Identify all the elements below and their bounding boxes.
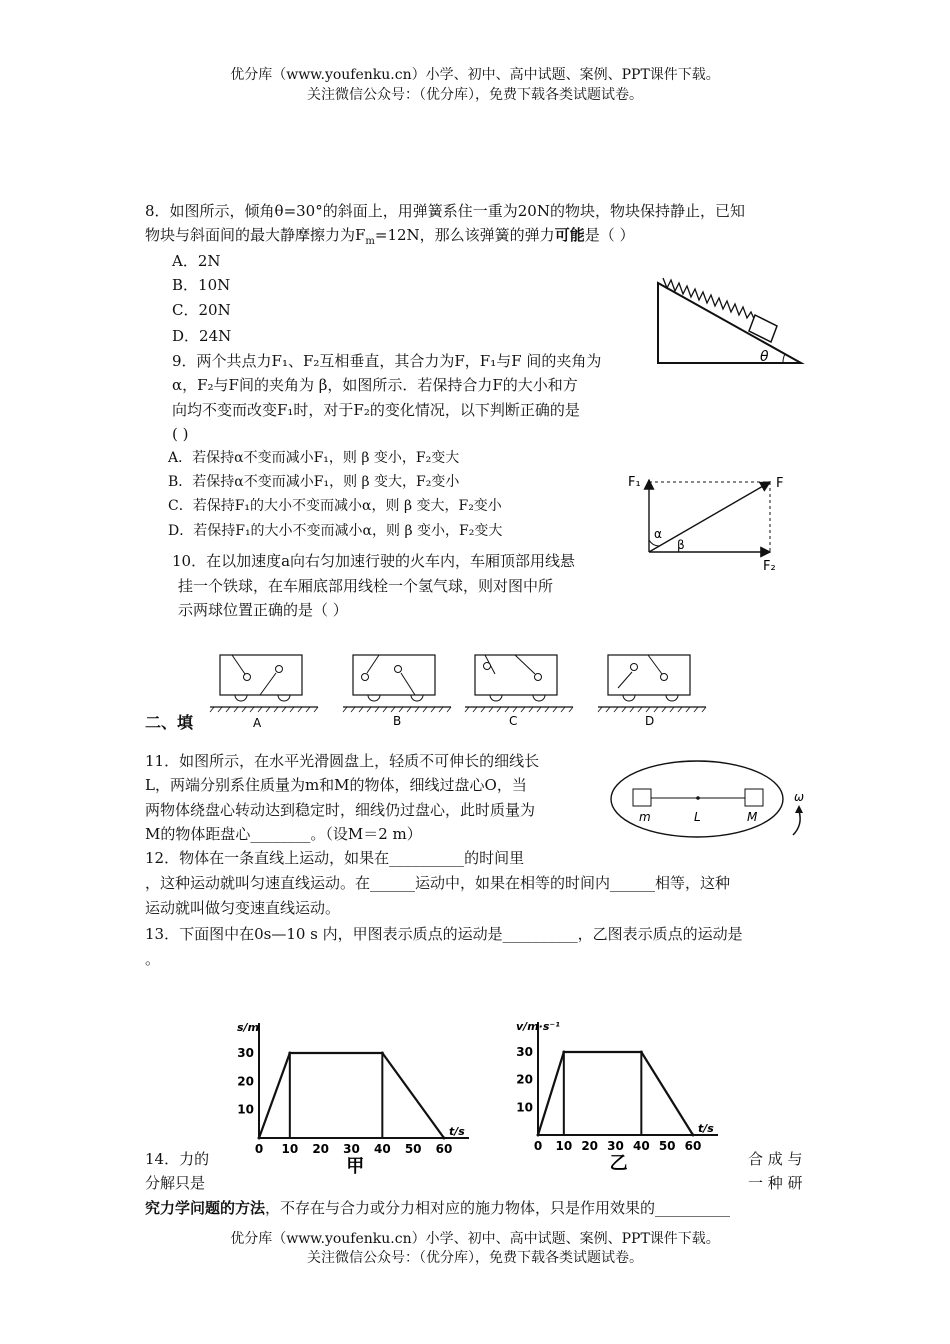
y-tick-label: 10 <box>237 1102 254 1117</box>
x-tick-label: 60 <box>435 1142 453 1156</box>
q10-line-3: 示两球位置正确的是（ ） <box>178 601 348 619</box>
train-label-c: C <box>509 714 518 728</box>
q9-line-3: 向均不变而改变F₁时，对于F₂的变化情况，以下判断正确的是 <box>172 401 580 419</box>
y-tick-label: 10 <box>516 1100 533 1115</box>
y-tick-label: 30 <box>516 1045 533 1059</box>
q14-right-2: 一 种 研 <box>748 1174 803 1192</box>
q8-option-d: D．24N <box>172 327 232 345</box>
train-c <box>465 650 575 730</box>
q10-line-2: 挂一个铁球，在车厢底部用线栓一个氢气球，则对图中所 <box>178 577 554 595</box>
theta-label: θ <box>760 349 769 365</box>
q10-line-1: 10．在以加速度a向右匀加速行驶的火车内，车厢顶部用线悬 <box>172 552 576 570</box>
q8-line-1: 8．如图所示，倾角θ=30°的斜面上，用弹簧系住一重为20N的物块，物块保持静止，已知 <box>145 202 745 220</box>
train-label-a: A <box>253 716 262 730</box>
f-label: F <box>776 476 784 491</box>
q14-line-3 <box>145 1196 730 1220</box>
disc-label-l: L <box>694 810 701 824</box>
disc-label-m: m <box>639 810 651 824</box>
train-d <box>598 650 708 730</box>
series-line <box>259 1053 444 1138</box>
q9-option-d: D．若保持F₁的大小不变而减小α，则 β 变小，F₂变大 <box>168 523 503 539</box>
q9-option-b: B．若保持α不变而减小F₁，则 β 变大，F₂变小 <box>168 474 460 490</box>
disc-label-big-m: M <box>747 810 758 824</box>
data-point <box>692 1134 695 1137</box>
train-label-d: D <box>645 714 655 728</box>
x-tick-label: 30 <box>343 1142 360 1156</box>
y-axis-label: v/m·s⁻¹ <box>516 1020 560 1033</box>
q8-line-2-c: 是（ ） <box>584 226 635 244</box>
incline-triangle <box>658 283 801 363</box>
q13-line-2: 。 <box>145 950 161 968</box>
incline-figure <box>655 275 805 370</box>
alpha-label: α <box>654 527 662 541</box>
q9-line-2: α，F₂与F间的夹角为 β，如图所示．若保持合力F的大小和方 <box>172 376 578 394</box>
x-tick-label: 0 <box>254 1142 264 1156</box>
x-tick-label: 0 <box>533 1139 543 1153</box>
data-point <box>258 1137 261 1140</box>
y-tick-label: 30 <box>237 1046 254 1060</box>
q14-rest: ，不存在与合力或分力相对应的施力物体，只是作用效果的__________ <box>265 1199 731 1217</box>
q14-left-1: 14．力的 <box>145 1150 210 1168</box>
chart-jia <box>232 1000 492 1180</box>
x-axis-label: t/s <box>698 1122 714 1135</box>
footer-line-2: 关注微信公众号：（优分库），免费下载各类试题试卷。 <box>307 1250 643 1266</box>
q9-line-4: ( ) <box>172 425 189 443</box>
q11-line-1: 11．如图所示，在水平光滑圆盘上，轻质不可伸长的细线长 <box>145 752 540 770</box>
q12-line-3: 运动就叫做匀变速直线运动。 <box>145 899 341 917</box>
chart-yi <box>510 1000 740 1180</box>
spring <box>663 278 755 321</box>
train-b <box>343 650 453 730</box>
f2-label: F₂ <box>763 559 776 574</box>
q12-line-2: ，这种运动就叫匀速直线运动。在______运动中，如果在相等的时间内______相等，这种 <box>145 874 731 892</box>
x-tick-label: 60 <box>684 1139 702 1153</box>
x-tick-label: 20 <box>581 1139 599 1153</box>
q8-keyword: 可能 <box>554 226 585 244</box>
beta-label: β <box>677 538 685 552</box>
train-label-b: B <box>393 714 402 728</box>
q12-line-1: 12．物体在一条直线上运动，如果在__________的时间里 <box>145 849 525 867</box>
f-arrow <box>649 482 770 552</box>
force-figure <box>625 472 795 572</box>
train-a <box>210 650 320 730</box>
x-tick-label: 10 <box>555 1139 573 1153</box>
q11-line-2: L，两端分别系住质量为m和M的物体，细线过盘心O，当 <box>145 776 527 794</box>
x-tick-label: 20 <box>312 1142 330 1156</box>
omega-label: ω <box>794 790 805 804</box>
x-tick-label: 30 <box>607 1139 624 1153</box>
series-line <box>538 1052 693 1135</box>
q11-line-4: M的物体距盘心________。（设M＝2 m） <box>145 825 422 843</box>
q8-option-c: C．20N <box>172 301 231 319</box>
x-tick-label: 40 <box>373 1142 391 1156</box>
data-point <box>537 1134 540 1137</box>
x-tick-label: 50 <box>404 1142 422 1156</box>
x-tick-label: 50 <box>658 1139 676 1153</box>
q13-line-1: 13．下面图中在0s—10 s 内，甲图表示质点的运动是__________，乙图表示质点的运动是 <box>145 925 743 943</box>
f1-label: F₁ <box>628 475 641 490</box>
q8-option-b: B．10N <box>172 276 231 294</box>
section-2-heading: 二、填 <box>145 713 194 732</box>
q9-line-1: 9．两个共点力F₁、F₂互相垂直，其合力为F，F₁与F 间的夹角为 <box>172 352 602 370</box>
x-tick-label: 10 <box>281 1142 299 1156</box>
q11-line-3: 两物体绕盘心转动达到稳定时，细线仍过盘心，此时质量为 <box>145 801 536 819</box>
q14-right-1: 合 成 与 <box>748 1150 803 1168</box>
q8-option-a: A．2N <box>172 252 221 270</box>
q8-line-2-a: 物块与斜面间的最大静摩擦力为F <box>145 226 366 244</box>
chart-title: 甲 <box>346 1156 365 1177</box>
data-point <box>443 1137 446 1140</box>
y-tick-label: 20 <box>237 1074 254 1089</box>
header-line-2: 关注微信公众号：（优分库），免费下载各类试题试卷。 <box>307 87 643 103</box>
q8-line-2-b: =12N，那么该弹簧的弹力 <box>374 226 555 244</box>
y-tick-label: 20 <box>516 1072 533 1087</box>
footer-line-1: 优分库（www.youfenku.cn）小学、初中、高中试题、案例、PPT课件下载。 <box>230 1231 720 1247</box>
angle-arc <box>783 354 785 363</box>
disc-figure <box>605 755 815 850</box>
q9-option-a: A．若保持α不变而减小F₁，则 β 变小，F₂变大 <box>168 450 460 466</box>
y-axis-label: s/m <box>237 1021 260 1034</box>
q14-left-2: 分解只是 <box>145 1174 206 1192</box>
block <box>749 315 777 342</box>
q14-bold-phrase: 究力学问题的方法 <box>145 1199 266 1217</box>
x-tick-label: 40 <box>632 1139 650 1153</box>
x-axis-label: t/s <box>449 1125 465 1138</box>
rotation-arrow <box>793 811 800 835</box>
chart-title: 乙 <box>609 1153 628 1174</box>
q8-sub-m: m <box>365 236 375 247</box>
header-line-1: 优分库（www.youfenku.cn）小学、初中、高中试题、案例、PPT课件下载。 <box>230 67 720 83</box>
q9-option-c: C．若保持F₁的大小不变而减小α，则 β 变大，F₂变小 <box>168 498 502 514</box>
